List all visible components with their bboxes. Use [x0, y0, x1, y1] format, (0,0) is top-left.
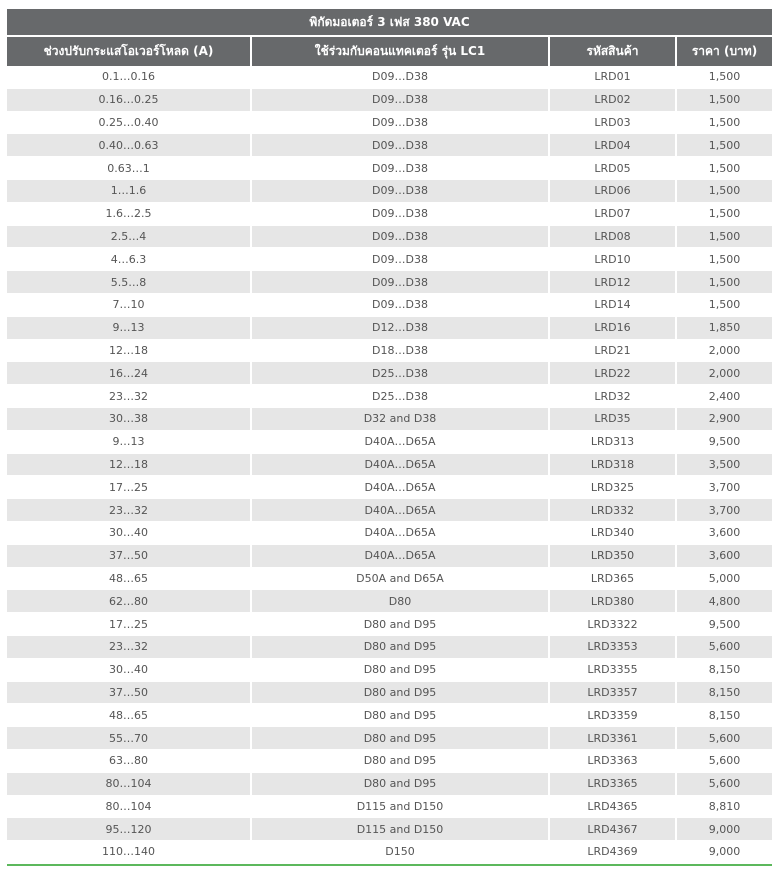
cell-contactor-model: D09…D38: [251, 66, 549, 88]
cell-current-range: 80…104: [7, 795, 251, 818]
cell-price: 3,600: [676, 521, 772, 544]
cell-current-range: 0.1…0.16: [7, 66, 251, 88]
cell-price: 5,600: [676, 772, 772, 795]
header-price: ราคา (บาท): [676, 36, 772, 66]
cell-contactor-model: D25…D38: [251, 385, 549, 408]
cell-current-range: 23…32: [7, 385, 251, 408]
cell-product-code: LRD03: [549, 111, 676, 134]
cell-current-range: 0.16…0.25: [7, 88, 251, 111]
cell-current-range: 1.6…2.5: [7, 202, 251, 225]
table-row: [7, 225, 772, 248]
table-row: [7, 316, 772, 339]
cell-price: 9,500: [676, 613, 772, 636]
cell-contactor-model: D09…D38: [251, 88, 549, 111]
cell-price: 8,150: [676, 658, 772, 681]
cell-price: 9,000: [676, 841, 772, 864]
cell-current-range: 55…70: [7, 727, 251, 750]
table-body: [7, 66, 772, 863]
table-row: [7, 476, 772, 499]
table-row: [7, 248, 772, 271]
cell-price: 1,500: [676, 271, 772, 294]
cell-price: 1,500: [676, 248, 772, 271]
cell-product-code: LRD07: [549, 202, 676, 225]
cell-price: 2,400: [676, 385, 772, 408]
cell-contactor-model: D40A…D65A: [251, 499, 549, 522]
cell-contactor-model: D09…D38: [251, 179, 549, 202]
cell-price: 9,500: [676, 430, 772, 453]
cell-product-code: LRD12: [549, 271, 676, 294]
cell-contactor-model: D09…D38: [251, 202, 549, 225]
table-title-row: [7, 9, 772, 36]
cell-price: 5,600: [676, 727, 772, 750]
cell-price: 1,500: [676, 293, 772, 316]
table-row: [7, 681, 772, 704]
table-row: [7, 111, 772, 134]
cell-price: 1,500: [676, 66, 772, 88]
cell-current-range: 0.25…0.40: [7, 111, 251, 134]
table-row: [7, 635, 772, 658]
cell-contactor-model: D80 and D95: [251, 681, 549, 704]
table-row: [7, 66, 772, 88]
cell-product-code: LRD332: [549, 499, 676, 522]
table-row: [7, 521, 772, 544]
header-contactor-model: ใช้ร่วมกับคอนแทคเตอร์ รุ่น LC1: [251, 36, 549, 66]
cell-current-range: 23…32: [7, 635, 251, 658]
cell-product-code: LRD350: [549, 544, 676, 567]
cell-current-range: 0.40…0.63: [7, 134, 251, 157]
cell-contactor-model: D115 and D150: [251, 795, 549, 818]
table-bottom-rule: [7, 864, 772, 866]
cell-price: 1,850: [676, 316, 772, 339]
cell-product-code: LRD3355: [549, 658, 676, 681]
cell-contactor-model: D150: [251, 841, 549, 864]
cell-contactor-model: D25…D38: [251, 362, 549, 385]
cell-price: 5,000: [676, 567, 772, 590]
cell-contactor-model: D80 and D95: [251, 727, 549, 750]
cell-product-code: LRD365: [549, 567, 676, 590]
cell-product-code: LRD325: [549, 476, 676, 499]
cell-contactor-model: D09…D38: [251, 134, 549, 157]
header-current-range: ช่วงปรับกระแสโอเวอร์โหลด (A): [7, 36, 251, 66]
table-row: [7, 407, 772, 430]
cell-product-code: LRD4367: [549, 818, 676, 841]
cell-contactor-model: D09…D38: [251, 248, 549, 271]
cell-price: 1,500: [676, 179, 772, 202]
table-header-row: [7, 36, 772, 66]
cell-contactor-model: D80 and D95: [251, 749, 549, 772]
cell-price: 2,000: [676, 362, 772, 385]
header-product-code: รหัสสินค้า: [549, 36, 676, 66]
table-row: [7, 795, 772, 818]
cell-product-code: LRD04: [549, 134, 676, 157]
cell-current-range: 37…50: [7, 544, 251, 567]
cell-contactor-model: D115 and D150: [251, 818, 549, 841]
cell-contactor-model: D32 and D38: [251, 407, 549, 430]
cell-product-code: LRD02: [549, 88, 676, 111]
table-row: [7, 202, 772, 225]
cell-product-code: LRD3361: [549, 727, 676, 750]
cell-current-range: 7…10: [7, 293, 251, 316]
cell-product-code: LRD3322: [549, 613, 676, 636]
cell-product-code: LRD08: [549, 225, 676, 248]
table-row: [7, 339, 772, 362]
price-table-container: [7, 9, 772, 866]
cell-price: 3,700: [676, 499, 772, 522]
cell-current-range: 16…24: [7, 362, 251, 385]
cell-current-range: 48…65: [7, 567, 251, 590]
cell-product-code: LRD06: [549, 179, 676, 202]
cell-product-code: LRD3365: [549, 772, 676, 795]
table-row: [7, 544, 772, 567]
table-row: [7, 453, 772, 476]
cell-contactor-model: D40A…D65A: [251, 521, 549, 544]
cell-price: 3,700: [676, 476, 772, 499]
table-row: [7, 499, 772, 522]
table-row: [7, 179, 772, 202]
table-row: [7, 362, 772, 385]
cell-price: 5,600: [676, 635, 772, 658]
cell-product-code: LRD4369: [549, 841, 676, 864]
cell-current-range: 110…140: [7, 841, 251, 864]
cell-current-range: 1…1.6: [7, 179, 251, 202]
cell-product-code: LRD318: [549, 453, 676, 476]
table-row: [7, 385, 772, 408]
cell-current-range: 37…50: [7, 681, 251, 704]
cell-contactor-model: D09…D38: [251, 111, 549, 134]
cell-price: 1,500: [676, 134, 772, 157]
cell-price: 8,810: [676, 795, 772, 818]
cell-price: 1,500: [676, 202, 772, 225]
cell-current-range: 30…38: [7, 407, 251, 430]
cell-product-code: LRD3359: [549, 704, 676, 727]
cell-current-range: 17…25: [7, 476, 251, 499]
table-row: [7, 271, 772, 294]
cell-price: 2,900: [676, 407, 772, 430]
cell-current-range: 95…120: [7, 818, 251, 841]
cell-current-range: 0.63…1: [7, 157, 251, 180]
table-row: [7, 157, 772, 180]
cell-contactor-model: D40A…D65A: [251, 453, 549, 476]
table-row: [7, 430, 772, 453]
cell-current-range: 80…104: [7, 772, 251, 795]
cell-current-range: 30…40: [7, 521, 251, 544]
cell-price: 5,600: [676, 749, 772, 772]
cell-product-code: LRD21: [549, 339, 676, 362]
table-row: [7, 88, 772, 111]
cell-contactor-model: D09…D38: [251, 157, 549, 180]
table-row: [7, 818, 772, 841]
cell-current-range: 9…13: [7, 430, 251, 453]
table-row: [7, 772, 772, 795]
table-row: [7, 727, 772, 750]
cell-product-code: LRD313: [549, 430, 676, 453]
cell-product-code: LRD4365: [549, 795, 676, 818]
cell-price: 1,500: [676, 157, 772, 180]
cell-product-code: LRD14: [549, 293, 676, 316]
table-row: [7, 658, 772, 681]
cell-price: 9,000: [676, 818, 772, 841]
table-row: [7, 613, 772, 636]
cell-product-code: LRD340: [549, 521, 676, 544]
cell-current-range: 12…18: [7, 453, 251, 476]
cell-contactor-model: D18…D38: [251, 339, 549, 362]
cell-contactor-model: D50A and D65A: [251, 567, 549, 590]
table-row: [7, 590, 772, 613]
cell-current-range: 30…40: [7, 658, 251, 681]
cell-current-range: 62…80: [7, 590, 251, 613]
cell-price: 4,800: [676, 590, 772, 613]
cell-current-range: 2.5…4: [7, 225, 251, 248]
cell-contactor-model: D80 and D95: [251, 704, 549, 727]
cell-current-range: 63…80: [7, 749, 251, 772]
cell-contactor-model: D40A…D65A: [251, 430, 549, 453]
table-row: [7, 749, 772, 772]
cell-product-code: LRD32: [549, 385, 676, 408]
cell-contactor-model: D40A…D65A: [251, 476, 549, 499]
table-row: [7, 704, 772, 727]
cell-price: 3,500: [676, 453, 772, 476]
cell-contactor-model: D09…D38: [251, 293, 549, 316]
cell-product-code: LRD35: [549, 407, 676, 430]
cell-price: 8,150: [676, 704, 772, 727]
table-row: [7, 134, 772, 157]
cell-contactor-model: D80 and D95: [251, 635, 549, 658]
cell-price: 1,500: [676, 88, 772, 111]
cell-product-code: LRD22: [549, 362, 676, 385]
cell-product-code: LRD3357: [549, 681, 676, 704]
cell-price: 8,150: [676, 681, 772, 704]
cell-product-code: LRD10: [549, 248, 676, 271]
price-table: [7, 9, 772, 864]
table-row: [7, 567, 772, 590]
cell-current-range: 17…25: [7, 613, 251, 636]
table-title: พิกัดมอเตอร์ 3 เฟส 380 VAC: [7, 9, 772, 36]
cell-product-code: LRD3353: [549, 635, 676, 658]
cell-contactor-model: D09…D38: [251, 225, 549, 248]
cell-contactor-model: D80 and D95: [251, 613, 549, 636]
cell-price: 1,500: [676, 111, 772, 134]
cell-contactor-model: D80 and D95: [251, 772, 549, 795]
cell-contactor-model: D80 and D95: [251, 658, 549, 681]
cell-current-range: 9…13: [7, 316, 251, 339]
cell-product-code: LRD16: [549, 316, 676, 339]
cell-product-code: LRD3363: [549, 749, 676, 772]
cell-current-range: 12…18: [7, 339, 251, 362]
cell-current-range: 4…6.3: [7, 248, 251, 271]
cell-current-range: 48…65: [7, 704, 251, 727]
cell-current-range: 5.5…8: [7, 271, 251, 294]
table-row: [7, 293, 772, 316]
cell-contactor-model: D80: [251, 590, 549, 613]
cell-price: 3,600: [676, 544, 772, 567]
table-row: [7, 841, 772, 864]
cell-contactor-model: D12…D38: [251, 316, 549, 339]
cell-product-code: LRD01: [549, 66, 676, 88]
cell-price: 1,500: [676, 225, 772, 248]
cell-contactor-model: D40A…D65A: [251, 544, 549, 567]
cell-contactor-model: D09…D38: [251, 271, 549, 294]
cell-price: 2,000: [676, 339, 772, 362]
cell-product-code: LRD380: [549, 590, 676, 613]
cell-current-range: 23…32: [7, 499, 251, 522]
cell-product-code: LRD05: [549, 157, 676, 180]
